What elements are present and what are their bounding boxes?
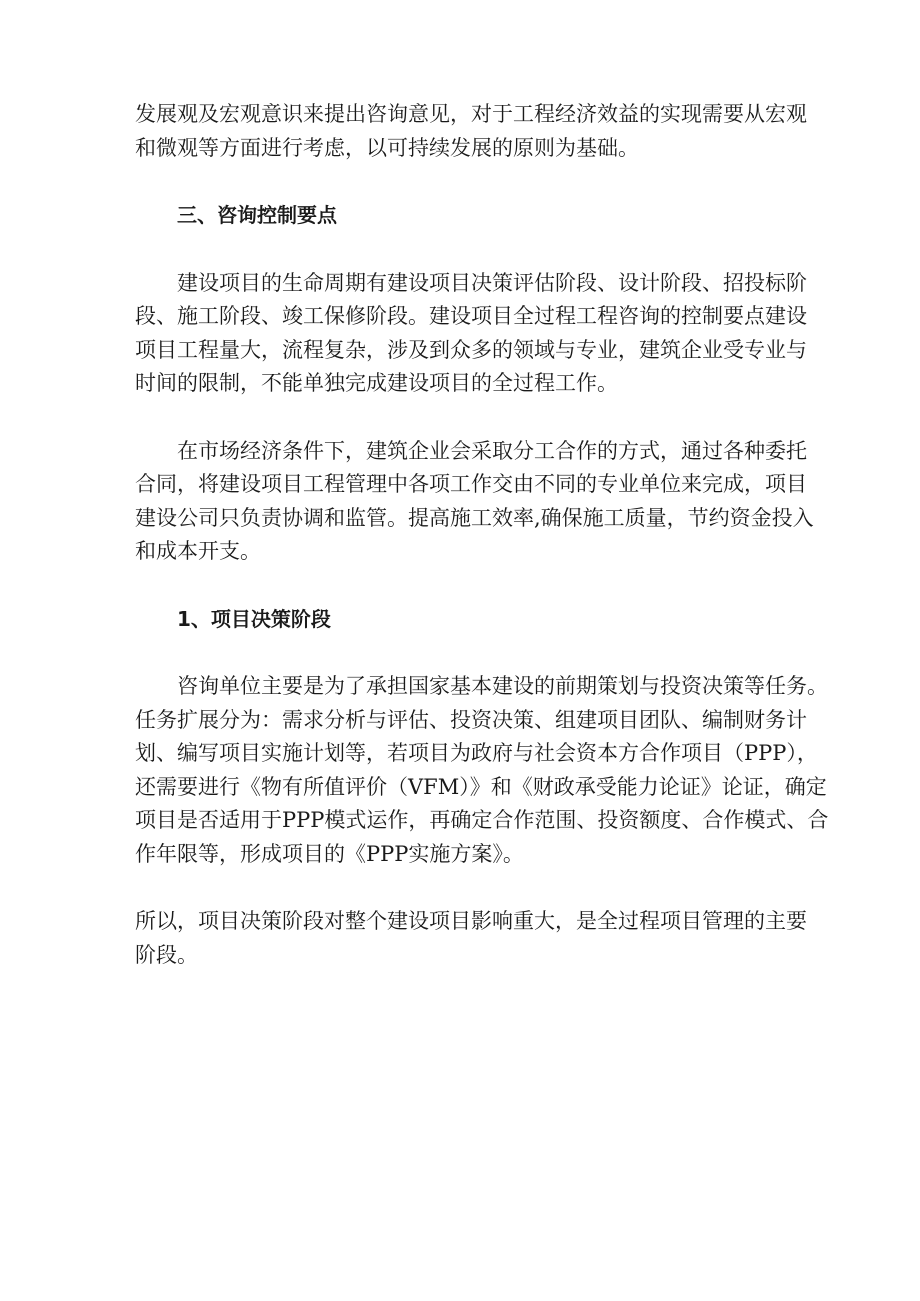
text-line: 阶段。	[135, 942, 198, 967]
text-line: 建设公司只负责协调和监管。提高施工效率,确保施工质量，节约资金投入	[135, 505, 814, 530]
text-line: 段、施工阶段、竣工保修阶段。建设项目全过程工程咨询的控制要点建设	[135, 304, 807, 328]
text-line: 还需要进行《物有所值评价（VFM）》和《财政承受能力论证》论证，确定	[135, 774, 827, 799]
text-line: 作年限等，形成项目的《PPP实施方案》。	[135, 841, 524, 866]
text-line: 和成本开支。	[135, 539, 261, 563]
paragraph-market	[135, 435, 814, 569]
section-heading-1: 1、项目决策阶段	[177, 606, 331, 631]
text-line: 项目是否适用于PPP模式运作，再确定合作范围、投资额度、合作模式、合	[135, 808, 829, 832]
text-line: 任务扩展分为：需求分析与评估、投资决策、组建项目团队、编制财务计	[135, 707, 807, 732]
paragraph-lifecycle	[135, 267, 807, 401]
text-line: 和微观等方面进行考虑，以可持续发展的原则为基础。	[135, 135, 639, 160]
paragraph-conclusion	[135, 905, 807, 972]
document-body	[135, 98, 829, 972]
text-line: 在市场经济条件下，建筑企业会采取分工合作的方式，通过各种委托	[177, 438, 807, 463]
text-line: 咨询单位主要是为了承担国家基本建设的前期策划与投资决策等任务。	[177, 674, 828, 698]
paragraph-decision	[135, 670, 829, 871]
text-line: 所以，项目决策阶段对整个建设项目影响重大，是全过程项目管理的主要	[135, 909, 807, 933]
text-line: 发展观及宏观意识来提出咨询意见，对于工程经济效益的实现需要从宏观	[135, 102, 807, 126]
paragraph-intro	[135, 98, 807, 165]
text-line: 时间的限制，不能单独完成建设项目的全过程工作。	[135, 371, 618, 395]
section-heading-3: 三、咨询控制要点	[177, 203, 337, 227]
text-line: 合同，将建设项目工程管理中各项工作交由不同的专业单位来完成，项目	[135, 472, 807, 496]
text-line: 项目工程量大，流程复杂，涉及到众多的领域与专业，建筑企业受专业与	[135, 337, 807, 362]
text-line: 划、编写项目实施计划等，若项目为政府与社会资本方合作项目（PPP），	[135, 741, 818, 765]
text-line: 建设项目的生命周期有建设项目决策评估阶段、设计阶段、招投标阶	[177, 270, 807, 295]
